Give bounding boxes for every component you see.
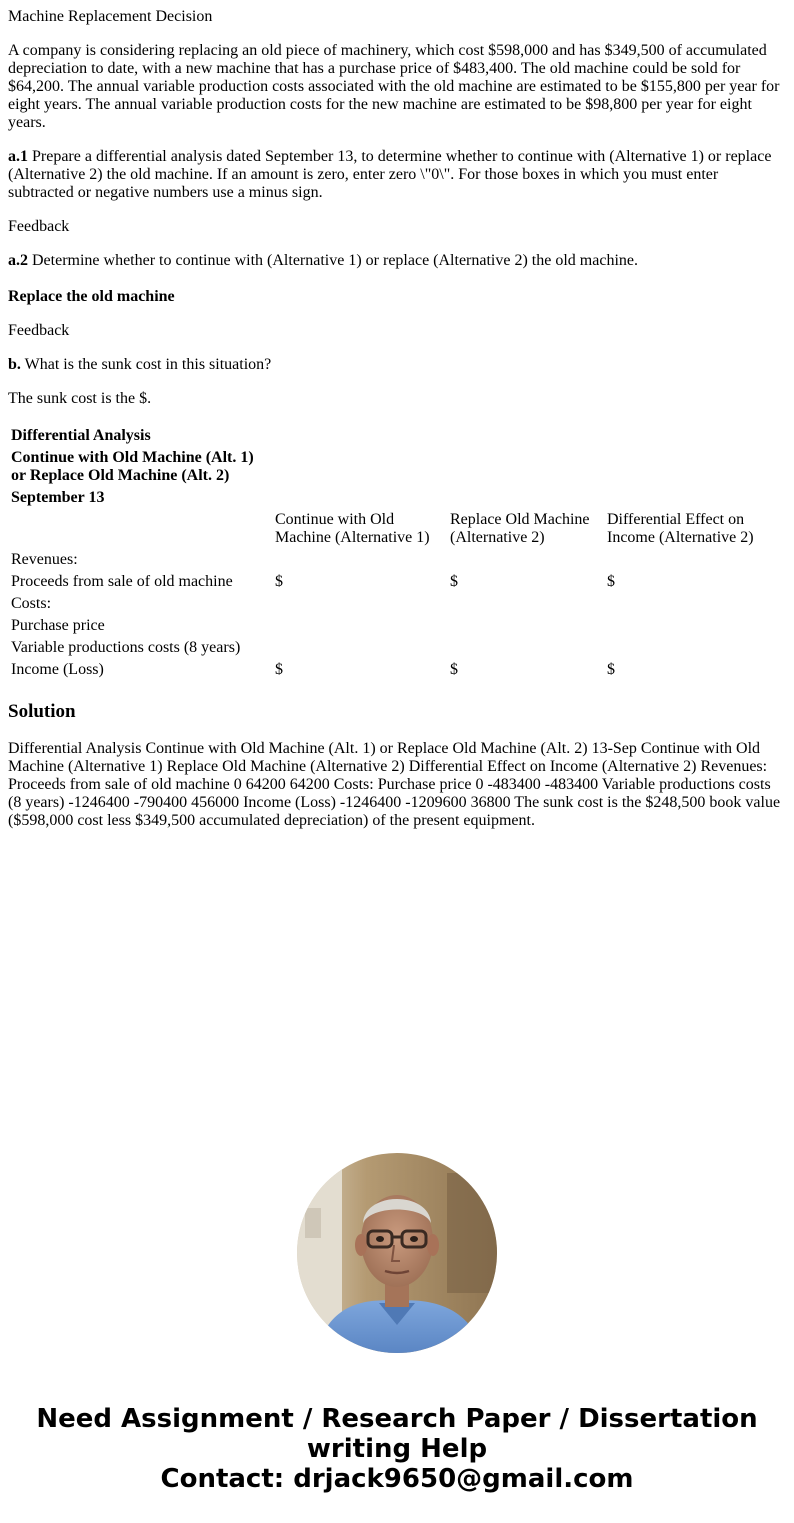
column-header-alt1: Continue with Old Machine (Alternative 1)	[275, 511, 430, 546]
problem-intro: A company is considering replacing an old piece of machinery, which cost $598,000 and has $349,500 of accumulated depreciation to date, with a new machine that has a purchase price of $483,400. The old machine could be sold for $64,200. The annual variable production costs associated with the old machine are estimated to be $155,800 per year for eight years. The annual variable production costs for the new machine are estimated to be $98,800 per year for eight years.	[8, 42, 780, 131]
table-row	[10, 572, 768, 592]
cell-alt1[interactable]: $	[275, 661, 283, 678]
sunk-cost-line: The sunk cost is the $.	[8, 390, 152, 407]
solution-text: Differential Analysis Continue with Old Machine (Alt. 1) or Replace Old Machine (Alt. 2) 13-Sep Continue with Old Machine (Alternative 1) Replace Old Machine (Alternative 2) Differential Effect on Income (Alternative 2) Revenues: Proceeds from sale of old machine 0 64200 64200 Costs: Purchase price 0 -483400 -483400 Variable productions costs (8 years) -1246400 -790400 456000 Income (Loss) -1246400 -1209600 36800 The sunk cost is the $248,500 book value ($598,000 cost less $349,500 accumulated depreciation) of the present equipment.	[8, 740, 781, 829]
row-label: Variable productions costs (8 years)	[11, 639, 241, 656]
feedback-a2: Feedback	[8, 322, 70, 339]
cell-alt2[interactable]	[449, 594, 604, 614]
column-header-differential: Differential Effect on Income (Alternative 2)	[607, 511, 754, 546]
cell-differential[interactable]	[606, 638, 768, 658]
promo-line-1: Need Assignment / Research Paper / Dissertation	[36, 1404, 758, 1434]
row-label: Income (Loss)	[11, 661, 104, 678]
table-header-subtitle: Continue with Old Machine (Alt. 1) or Replace Old Machine (Alt. 2)	[11, 449, 254, 484]
cell-alt2[interactable]	[449, 638, 604, 658]
question-a2	[8, 252, 786, 270]
solution-heading: Solution	[8, 701, 76, 722]
promo-banner	[0, 1404, 794, 1494]
cell-differential[interactable]: $	[607, 661, 615, 678]
cell-alt1[interactable]	[274, 638, 447, 658]
author-portrait-image	[297, 1153, 497, 1353]
cell-differential[interactable]: $	[607, 573, 615, 590]
cell-alt2[interactable]: $	[450, 661, 458, 678]
table-row	[10, 660, 768, 680]
question-a1-label: a.1	[8, 148, 28, 165]
cell-differential[interactable]	[606, 594, 768, 614]
question-b-text: What is the sunk cost in this situation?	[20, 356, 272, 373]
cell-alt2[interactable]	[449, 616, 604, 636]
cell-alt2[interactable]: $	[450, 573, 458, 590]
feedback-a1: Feedback	[8, 218, 70, 235]
question-a2-label: a.2	[8, 252, 28, 269]
cell-differential[interactable]	[606, 616, 768, 636]
differential-analysis-table	[8, 424, 770, 682]
table-header-row	[10, 448, 768, 486]
cell-alt1[interactable]: $	[275, 573, 283, 590]
author-avatar	[297, 1153, 497, 1353]
table-row	[10, 550, 768, 570]
table-row	[10, 594, 768, 614]
question-a2-text: Determine whether to continue with (Alternative 1) or replace (Alternative 2) the old machine.	[28, 252, 638, 269]
question-b	[8, 356, 271, 374]
table-header-row	[10, 488, 768, 508]
question-b-label: b.	[8, 356, 21, 373]
cell-alt2[interactable]	[449, 550, 604, 570]
table-row	[10, 638, 768, 658]
table-row	[10, 616, 768, 636]
cell-alt1[interactable]	[274, 550, 447, 570]
promo-contact: Contact: drjack9650@gmail.com	[160, 1464, 634, 1494]
column-header-alt2: Replace Old Machine (Alternative 2)	[450, 511, 590, 546]
table-header-row	[10, 426, 768, 446]
table-header-date: September 13	[11, 489, 105, 506]
row-label: Revenues:	[11, 551, 78, 568]
row-label: Proceeds from sale of old machine	[11, 573, 233, 590]
cell-alt1[interactable]	[274, 594, 447, 614]
cell-differential[interactable]	[606, 550, 768, 570]
promo-line-2: writing Help	[306, 1434, 488, 1464]
question-a1-text: Prepare a differential analysis dated September 13, to determine whether to continue with (Alternative 1) or replace (Alternative 2) the old machine. If an amount is zero, enter zero \"0\". For those boxes in which you must enter subtracted or negative numbers use a minus sign.	[8, 148, 772, 201]
answer-a2: Replace the old machine	[8, 288, 175, 305]
row-label: Costs:	[11, 595, 52, 612]
cell-alt1[interactable]	[274, 616, 447, 636]
row-label: Purchase price	[11, 617, 105, 634]
table-header-title: Differential Analysis	[11, 427, 151, 444]
document-title: Machine Replacement Decision	[8, 8, 213, 25]
question-a1	[8, 148, 786, 202]
table-column-headers	[10, 510, 768, 548]
